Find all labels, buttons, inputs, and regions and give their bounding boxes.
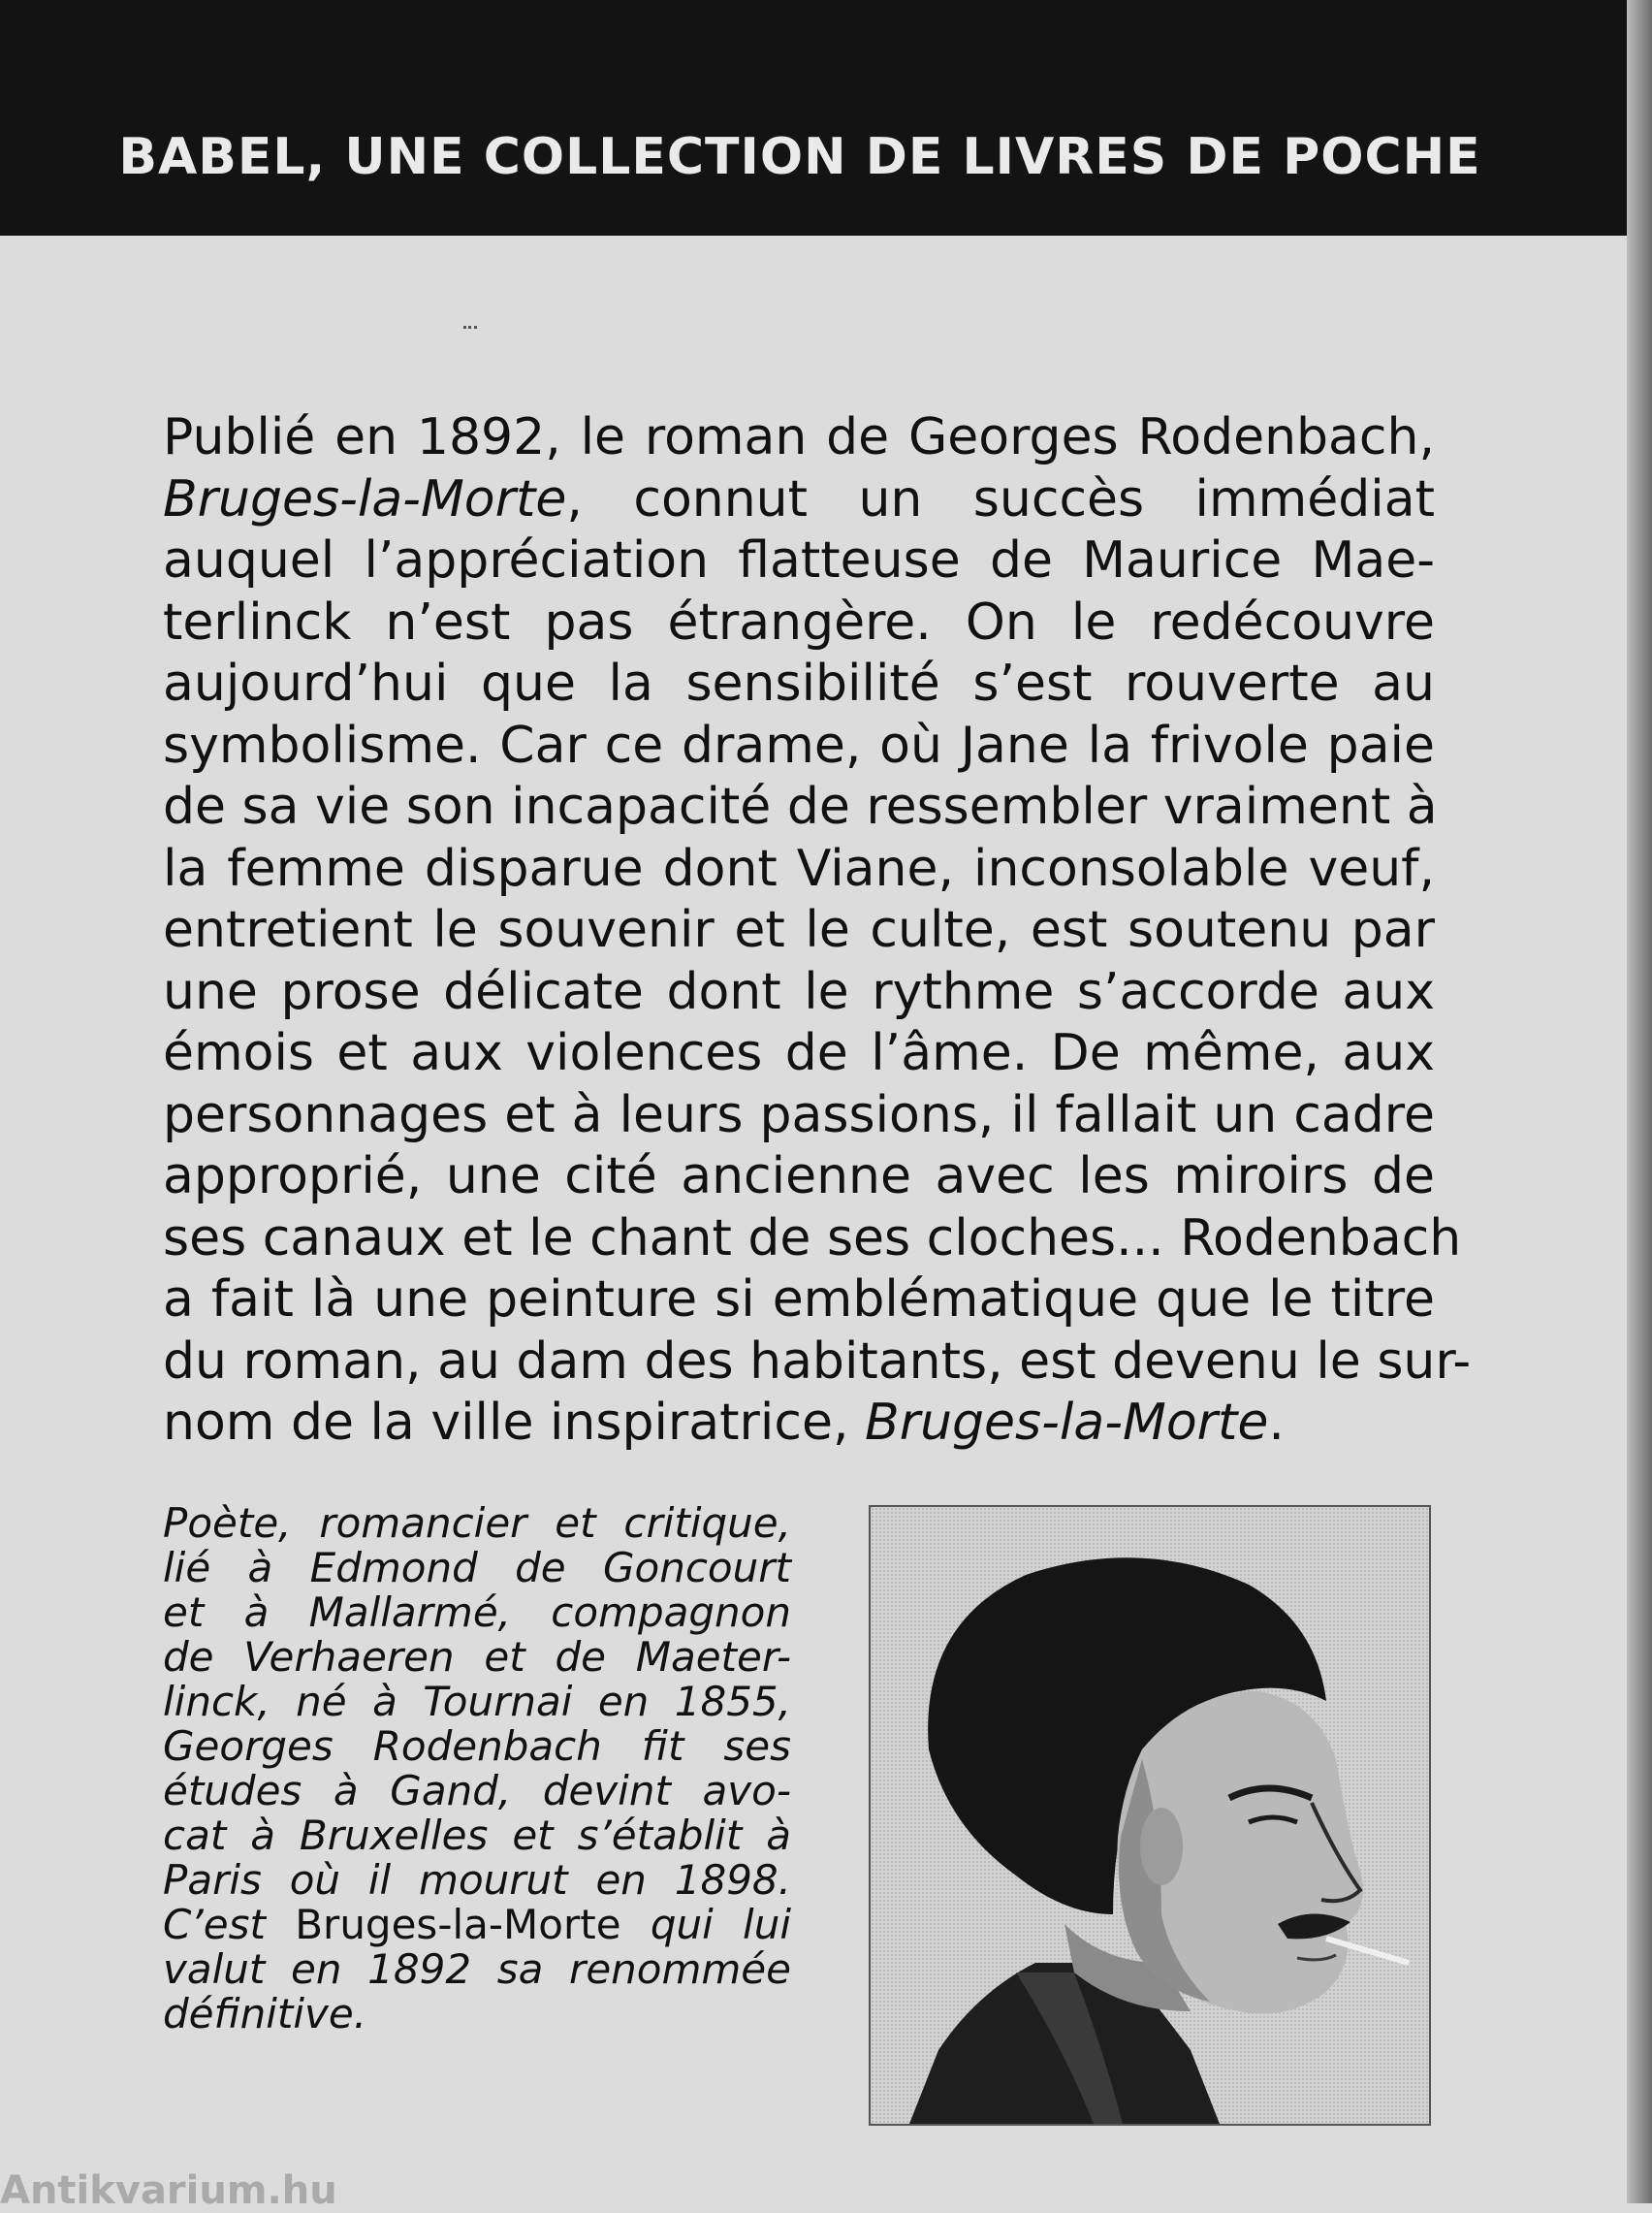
book-title-italic: Bruges-la-Morte [163,469,567,529]
blurb-line: nom de la ville inspiratrice, Bruges-la-Morte. [163,1394,1285,1452]
blurb-line: auquel l’appréciation flatteuse de Maurice Mae- [163,531,1435,590]
blurb-line: personnages et à leurs passions, il fallait un cadre [163,1085,1435,1144]
blurb-line: approprié, une cité ancienne avec les miroirs de [163,1147,1435,1205]
collection-title: BABEL, UNE COLLECTION DE LIVRES DE POCHE [118,128,1481,186]
blurb-line: la femme disparue dont Viane, inconsolable veuf, [163,839,1435,898]
book-edge-shadow [1627,0,1652,2203]
antikvarium-watermark: Antikvarium.hu [0,2168,337,2213]
bio-line: linck, né à Tournai en 1855, [163,1678,791,1725]
bio-line: de Verhaeren et de Maeter- [163,1633,791,1681]
bio-line: lié à Edmond de Goncourt [163,1544,791,1591]
blurb-line: émois et aux violences de l’âme. De même, aux [163,1024,1435,1082]
blurb-line: a fait là une peinture si emblématique que le titre [163,1270,1435,1329]
blurb-line: entretient le souvenir et le culte, est soutenu par [163,901,1435,959]
print-speck [463,326,477,332]
bio-line: C’est Bruges-la-Morte qui lui [163,1901,792,1948]
blurb-line: de sa vie son incapacité de ressembler vraiment à [163,778,1438,836]
blurb-line: symbolisme. Car ce drame, où Jane la frivole paie [163,716,1435,775]
book-title-roman: Bruges-la-Morte [295,1901,621,1948]
collection-banner [0,0,1652,236]
book-title-italic: Bruges-la-Morte [865,1394,1269,1452]
blurb-line: du roman, au dam des habitants, est devenu le sur- [163,1331,1472,1391]
blurb-line: terlinck n’est pas étrangère. On le redécouvre [163,593,1435,652]
book-blurb [163,407,1472,1455]
bio-line: définitive. [163,1990,367,2037]
blurb-line: Bruges-la-Morte, connut un succès immédiat [163,469,1436,529]
portrait-drawing [871,1507,1429,2124]
blurb-line: Publié en 1892, le roman de Georges Rodenbach, [163,408,1435,466]
bio-line: Georges Rodenbach fit ses [163,1722,791,1770]
bio-line: Poète, romancier et critique, [163,1499,791,1547]
bio-line: études à Gand, devint avo- [163,1767,791,1814]
bio-line: cat à Bruxelles et s’établit à [163,1812,791,1859]
author-portrait [869,1505,1431,2126]
blurb-line: une prose délicate dont le rythme s’accorde aux [163,962,1435,1021]
bio-line: valut en 1892 sa renommée [163,1945,791,1993]
author-bio [163,1501,791,2037]
bio-line: et à Mallarmé, compagnon [163,1588,791,1636]
blurb-line: aujourd’hui que la sensibilité s’est rouverte au [163,655,1435,713]
blurb-line: ses canaux et le chant de ses cloches... Rodenbach [163,1208,1462,1267]
bio-line: Paris où il mourut en 1898. [163,1856,791,1904]
